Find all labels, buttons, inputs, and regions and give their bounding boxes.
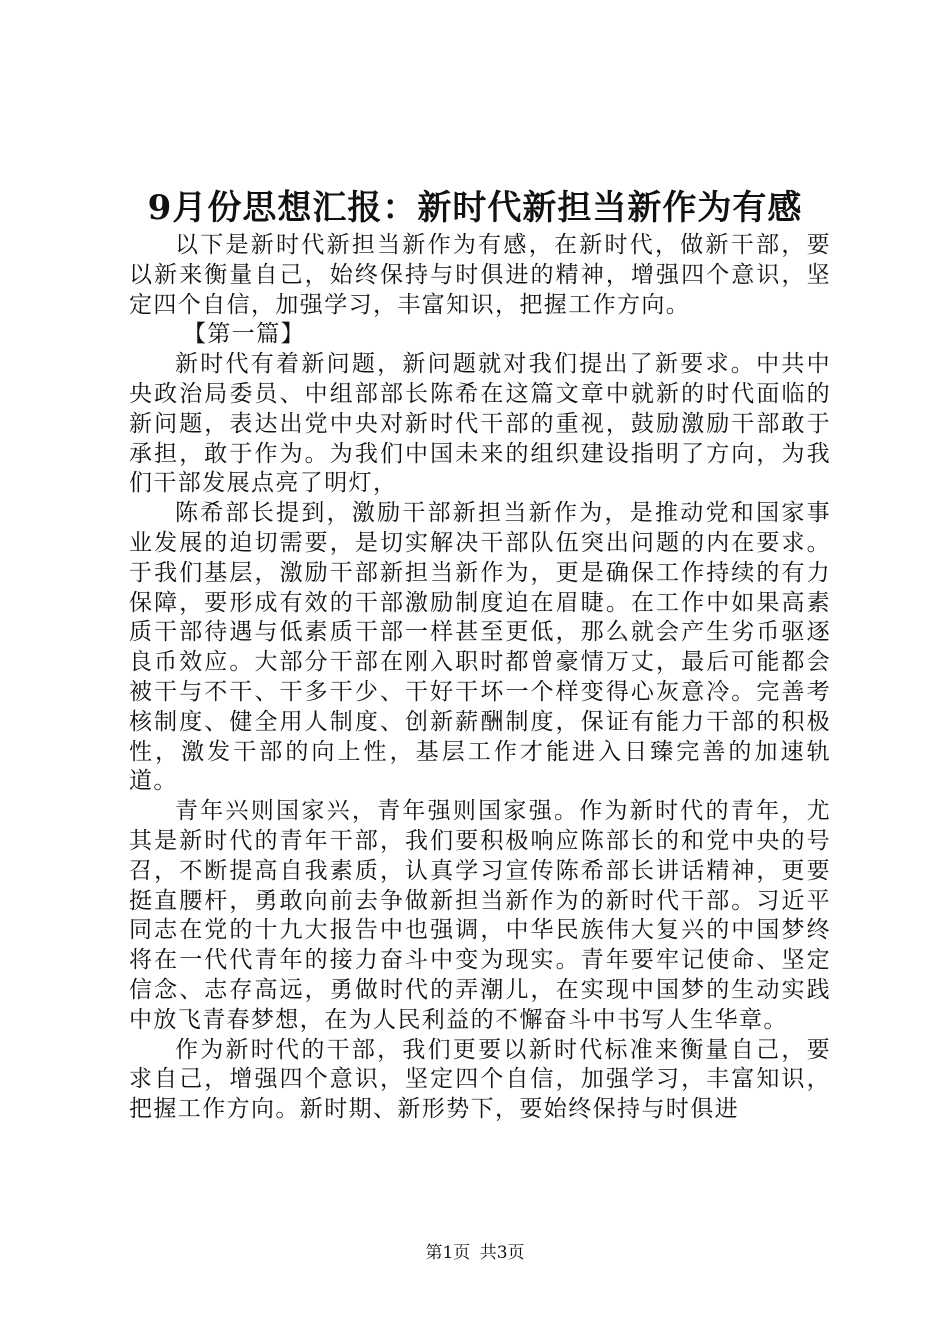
page-total: 共3页	[479, 1243, 525, 1263]
intro-paragraph: 以下是新时代新担当新作为有感，在新时代，做新干部，要以新来衡量自己，始终保持与时俱进的精神，增强四个意识，坚定四个自信，加强学习，丰富知识，把握工作方向。	[129, 232, 831, 318]
body-paragraph-2: 陈希部长提到，激励干部新担当新作为，是推动党和国家事业发展的迫切需要，是切实解决干部队伍突出问题的内在要求。于我们基层，激励干部新担当新作为，更是确保工作持续的有力保障，要形成有效的干部激励制度迫在眉睫。在工作中如果高素质干部待遇与低素质干部一样甚至更低，那么就会产生劣币驱逐良币效应。大部分干部在刚入职时都曾豪情万丈，最后可能都会被干与不干、干多干少、干好干坏一个样变得心灰意冷。完善考核制度、健全用人制度、创新薪酬制度，保证有能力干部的积极性，激发干部的向上性，基层工作才能进入日臻完善的加速轨道。	[129, 500, 831, 795]
document-body	[129, 231, 831, 1125]
document-title: 9月份思想汇报：新时代新担当新作为有感	[147, 188, 803, 228]
page-footer	[0, 1241, 950, 1265]
page-number: 第1页	[425, 1243, 471, 1263]
body-paragraph-1: 新时代有着新问题，新问题就对我们提出了新要求。中共中央政治局委员、中组部部长陈希在这篇文章中就新的时代面临的新问题，表达出党中央对新时代干部的重视，鼓励激励干部敢于承担，敢于作为。为我们中国未来的组织建设指明了方向，为我们干部发展点亮了明灯，	[129, 351, 831, 497]
body-paragraph-4: 作为新时代的干部，我们更要以新时代标准来衡量自己，要求自己，增强四个意识，坚定四个自信，加强学习，丰富知识，把握工作方向。新时期、新形势下，要始终保持与时俱进	[129, 1036, 831, 1123]
body-paragraph-3: 青年兴则国家兴，青年强则国家强。作为新时代的青年，尤其是新时代的青年干部，我们要积极响应陈部长的和党中央的号召，不断提高自我素质，认真学习宣传陈希部长讲话精神，更要挺直腰杆，勇敢向前去争做新担当新作为的新时代干部。习近平同志在党的十九大报告中也强调，中华民族伟大复兴的中国梦终将在一代代青年的接力奋斗中变为现实。青年要牢记使命、坚定信念、志存高远，勇做时代的弄潮儿，在实现中国梦的生动实践中放飞青春梦想，在为人民利益的不懈奋斗中书写人生华章。	[129, 798, 831, 1033]
section-heading: 【第一篇】	[183, 321, 305, 348]
